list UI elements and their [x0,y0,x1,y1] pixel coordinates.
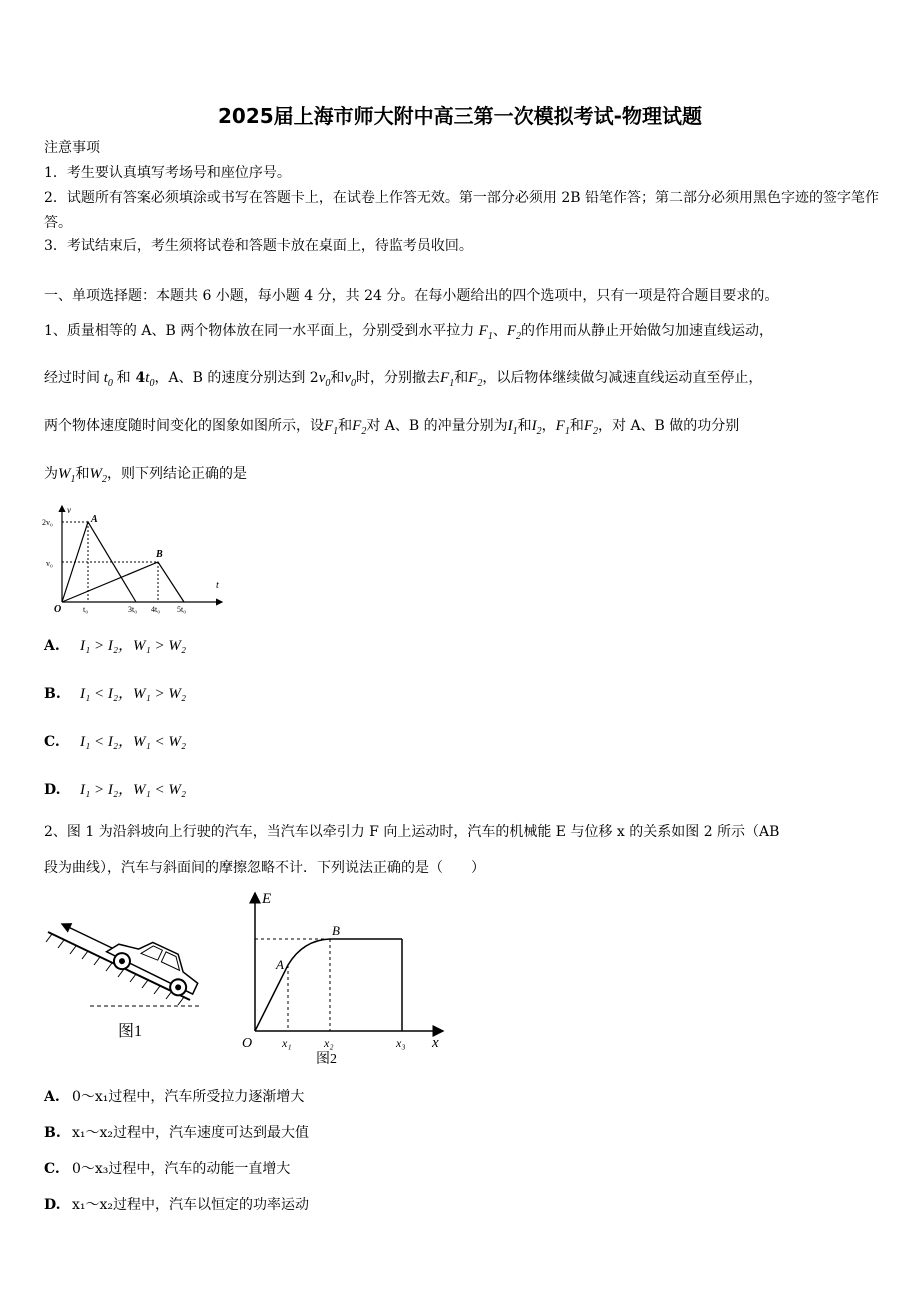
tick-x2: x₂ [324,1036,334,1050]
car [102,926,205,1001]
figure-1-label: 图1 [118,1023,143,1040]
q1-line-1: 1、质量相等的 A、B 两个物体放在同一水平面上，分别受到水平拉力 $F_1$、$F_2$的作用而从静止开始做匀加速直线运动， [44,323,774,342]
q2-option-c[interactable]: C. 0～x₃过程中，汽车的动能一直增大 [44,1161,291,1177]
origin-label: O [54,604,62,615]
figure-2-energy-graph [238,885,453,1065]
point-b-label-2: B [332,923,340,938]
t-axis-label: t [216,580,219,591]
point-a-label-2: A [276,957,284,972]
q2-option-b[interactable]: B. x₁～x₂过程中，汽车速度可达到最大值 [44,1125,310,1141]
x-axis-label: x [432,1035,439,1051]
motion-arrow [62,924,112,948]
tick-3t0: 3t₀ [128,605,138,614]
e-axis-label: E [262,891,272,907]
notice-item-2: 2．试题所有答案必须填涂或书写在答题卡上，在试卷上作答无效。第一部分必须用 2B 铅笔作答；第二部分必须用黑色字迹的签字笔作答。 [44,190,879,231]
tick-x3: x₃ [396,1036,406,1050]
figure-1-car-on-slope [40,912,210,1047]
tick-t0: t₀ [83,605,89,614]
tick-2v0: 2v₀ [42,518,53,527]
q1-option-c[interactable]: C. I₁ < I₂，W₁ < W₂ [44,734,187,750]
tick-v0: v₀ [46,559,53,568]
velocity-time-graph [40,500,230,618]
curve-oab [255,939,330,1031]
line-b [62,562,184,602]
point-a-label: A [91,514,98,525]
q1-option-d[interactable]: D. I₁ > I₂，W₁ < W₂ [44,782,187,798]
q1-line-2: 经过时间 $t_0$ 和 $4t_0$，A、B 的速度分别达到 $2v_0$和$v_0$时，分别撤去$F_1$和$F_2$，以后物体继续做匀减速直线运动直至停止， [44,370,763,389]
tick-4t0: 4t₀ [151,605,161,614]
q1-option-a[interactable]: A. I₁ > I₂，W₁ > W₂ [44,638,187,654]
point-b-label: B [156,549,163,560]
q2-line-2: 段为曲线），汽车与斜面间的摩擦忽略不计．下列说法正确的是（ ） [44,860,485,876]
notice-item-3: 3．考试结束后，考生须将试卷和答题卡放在桌面上，待监考员收回。 [44,238,473,254]
q1-line-3: 两个物体速度随时间变化的图象如图所示，设$F_1$和$F_2$对 A、B 的冲量分别为$I_1$和$I_2$，$F_1$和$F_2$，对 A、B 做的功分别 [44,418,740,437]
section-heading: 一、单项选择题：本题共 6 小题，每小题 4 分，共 24 分。在每小题给出的四个选项中，只有一项是符合题目要求的。 [44,288,779,304]
q2-line-1: 2、图 1 为沿斜坡向上行驶的汽车，当汽车以牵引力 F 向上运动时，汽车的机械能 E 与位移 x 的关系如图 2 所示（AB [44,824,780,840]
q1-option-b[interactable]: B. I₁ < I₂，W₁ > W₂ [44,686,187,702]
q1-line-4: 为$W_1$和$W_2$，则下列结论正确的是 [44,466,247,485]
tick-x1: x₁ [282,1036,292,1050]
v-axis-label: v [67,505,71,515]
page-title: 2025届上海市师大附中高三第一次模拟考试-物理试题 [218,104,702,128]
notice-heading: 注意事项 [44,140,100,156]
q2-option-d[interactable]: D. x₁～x₂过程中，汽车以恒定的功率运动 [44,1197,310,1213]
tick-5t0: 5t₀ [177,605,187,614]
figure-2-label: 图2 [316,1052,337,1065]
notice-item-1: 1．考生要认真填写考场号和座位序号。 [44,165,291,181]
origin-label-2: O [242,1036,253,1051]
q2-option-a[interactable]: A. 0～x₁过程中，汽车所受拉力逐渐增大 [44,1089,305,1105]
